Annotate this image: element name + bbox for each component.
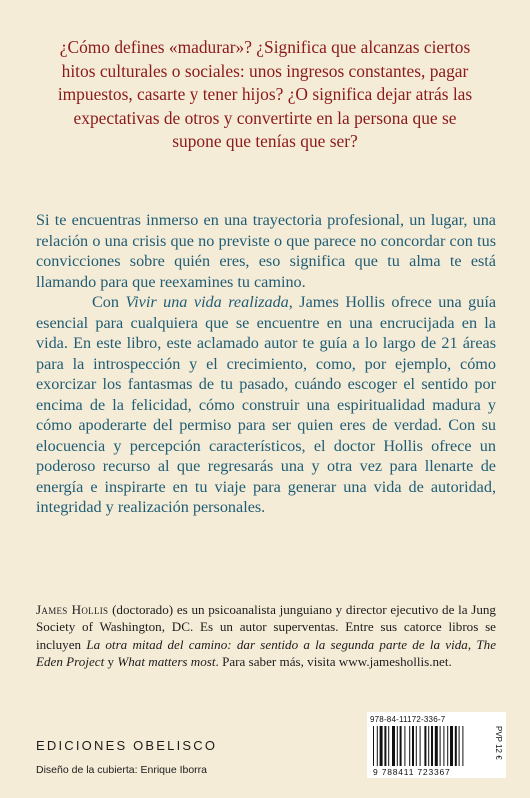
barcode-bars: [373, 726, 485, 766]
price-label: PVP 12 €: [494, 726, 503, 760]
author-name: James Hollis: [36, 602, 109, 617]
publisher-name: EDICIONES OBELISCO: [36, 738, 218, 753]
author-bio: James Hollis (doctorado) es un psicoanalista junguiano y director ejecutivo de la Jung Society of Washington, DC. Es un autor superventas. Entre sus catorce libros se incluyen La otra mitad del camino: dar sentido a la segunda parte de la vida, The Eden Project y What matters most. Para saber más, visita www.jameshollis.net.: [36, 602, 496, 670]
blurb-paragraph-1: Si te encuentras inmerso en una trayectoria profesional, un lugar, una relación o una crisis que no previste o que parece no concordar con tus convicciones sobre quién eres, eso significa que tu alma te está llamando para que reexamines tu camino.: [36, 211, 496, 291]
cover-credits: Diseño de la cubierta: Enrique Iborra: [36, 764, 208, 776]
book-title-1: La otra mitad del camino: dar sentido a la segunda parte de la vida: [86, 636, 468, 652]
book-title-3: What matters most: [117, 654, 216, 670]
intro-question: ¿Cómo defines «madurar»? ¿Significa que alcanzas ciertos hitos culturales o sociales: unos ingresos constantes, pagar impuestos, casarte y tener hijos? ¿O significa dejar atrás las expectativas de otros y convertirte en la persona que se supone que tenías que ser?: [57, 37, 473, 152]
barcode-digits: 9 788411 723367: [373, 767, 451, 777]
blurb-prefix: Con: [92, 293, 119, 311]
book-title-2: The Eden Project: [36, 636, 496, 670]
blurb-paragraph-2: [36, 292, 496, 518]
book-title: Vivir una vida realizada: [125, 293, 289, 311]
isbn-number: 978-84-11172-336-7: [370, 715, 446, 724]
blurb: [36, 210, 496, 518]
barcode: [367, 712, 506, 778]
blurb-body: , James Hollis ofrece una guía esencial para cualquiera que se encuentre en una encrucijada en la vida. En este libro, este aclamado autor te guía a lo largo de 21 áreas para la introspección y el crecimiento, como, por ejemplo, cómo exorcizar los fantasmas de tu pasado, cuándo escoger el sentido por encima de la felicidad, cómo construir una espiritualidad madura y cómo apoderarte del permiso para ser quien eres de verdad. Con su elocuencia y percepción característicos, el doctor Hollis ofrece un poderoso recurso al que regresarás una y otra vez para llenarte de energía e inspirarte en tu viaje para generar una vida de autoridad, integridad y realización personales.: [36, 293, 497, 516]
